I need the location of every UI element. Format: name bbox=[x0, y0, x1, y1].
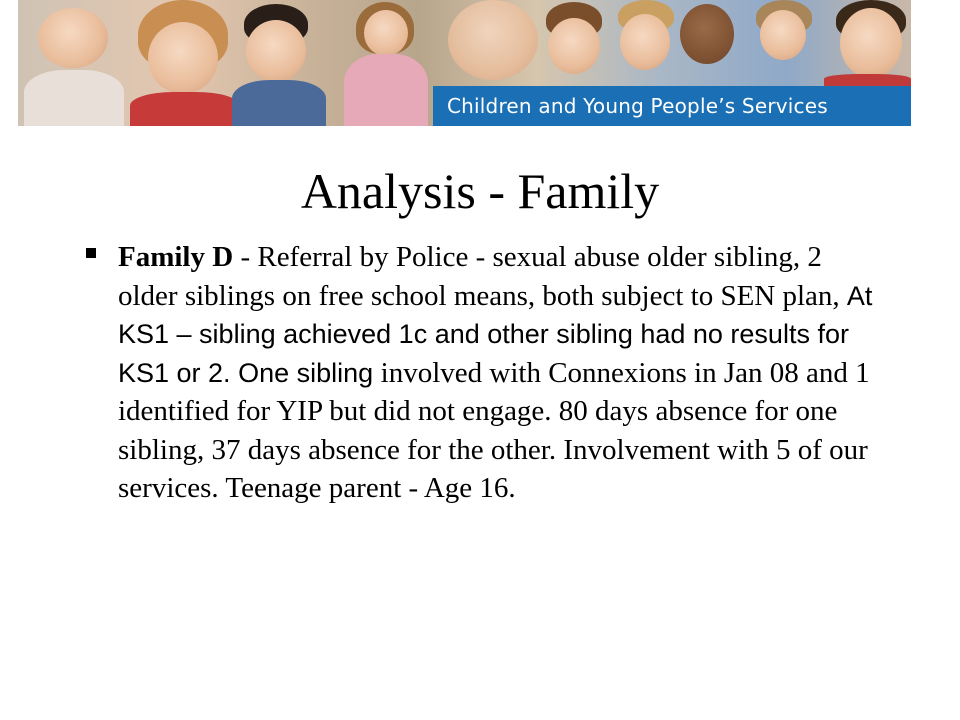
slide-title: Analysis - Family bbox=[300, 163, 660, 219]
bullet-text-part2: At KS1 – sibling achieved 1c and other sibling had no results for KS1 or 2. One sibling bbox=[118, 280, 873, 388]
bullet-text-part1: - Referral by Police - sexual abuse older sibling, 2 older siblings on free school means, both subject to SEN plan, bbox=[118, 241, 847, 312]
bullet-text bbox=[118, 238, 878, 508]
square-bullet-icon bbox=[86, 248, 96, 258]
service-name-banner: Children and Young People’s Services bbox=[433, 86, 911, 126]
header-banner bbox=[18, 0, 911, 126]
bullet-text-part3: involved with Connexions in Jan 08 and 1 identified for YIP but did not engage. 80 days absence for one sibling, 37 days absence for the other. Involvement with 5 of our services. Teenage parent - Age 16. bbox=[118, 356, 870, 504]
bullet-lead: Family D bbox=[118, 241, 234, 273]
